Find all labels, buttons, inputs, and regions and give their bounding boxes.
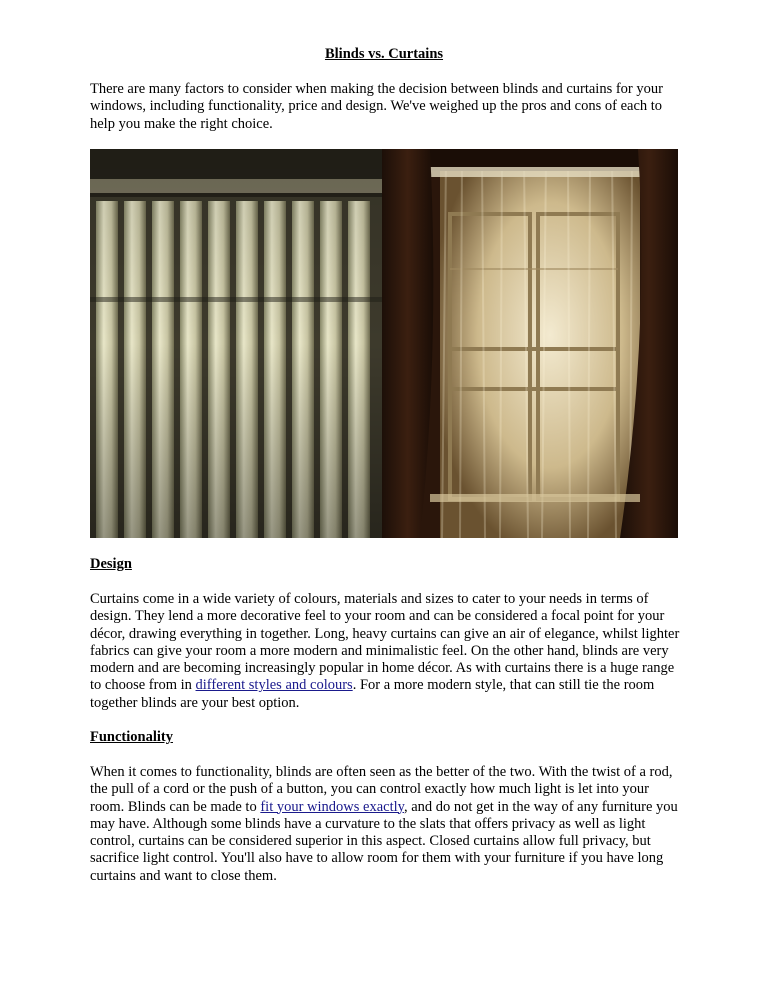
design-text-part-2: . For a more modern style, that can still tie the room together blinds are your best option. [90,677,655,711]
sheer-curtains-window [382,149,678,538]
functionality-paragraph [90,764,682,885]
functionality-heading: Functionality [90,729,173,745]
page-title: Blinds vs. Curtains [324,46,444,62]
intro-paragraph: There are many factors to consider when making the decision between blinds and curtains for your windows, including functionality, price and design. We've weighed up the pros and cons of each to help you make the right choice. [90,81,663,132]
design-heading: Design [90,556,132,572]
functionality-text-part-2: , and do not get in the way of any furniture you may have. Although some blinds have a curvature to the slats that offers privacy as well as light control, curtains can be considered superior in this aspect. Closed curtains allow full privacy, but sacrifice light control. You'll also have to allow room for them with your furniture if you have long curtains and want to close them. [90,798,678,884]
different-styles-link[interactable]: different styles and colours [195,677,353,694]
vertical-blinds [90,149,382,538]
design-paragraph [90,591,682,712]
functionality-text-part-1: When it comes to functionality, blinds are often seen as the better of the two. With the twist of a rod, the pull of a cord or the push of a button, you can control exactly how much light is let into your room. Blinds can be made to [90,764,673,815]
design-text-part-1: Curtains come in a wide variety of colours, materials and sizes to cater to your needs in terms of design. They lend a more decorative feel to your room and can be considered a focal point for your décor, drawing everything in together. Long, heavy curtains can give an air of elegance, whilst lighter fabrics can give your room a more modern and minimalistic feel. On the other hand, blinds are very modern and are becoming increasingly popular in home décor. As with curtains there is a huge range to choose from in [90,591,680,694]
blinds-vs-curtains-photo [90,149,678,538]
fit-windows-link[interactable]: fit your windows exactly [260,798,404,815]
